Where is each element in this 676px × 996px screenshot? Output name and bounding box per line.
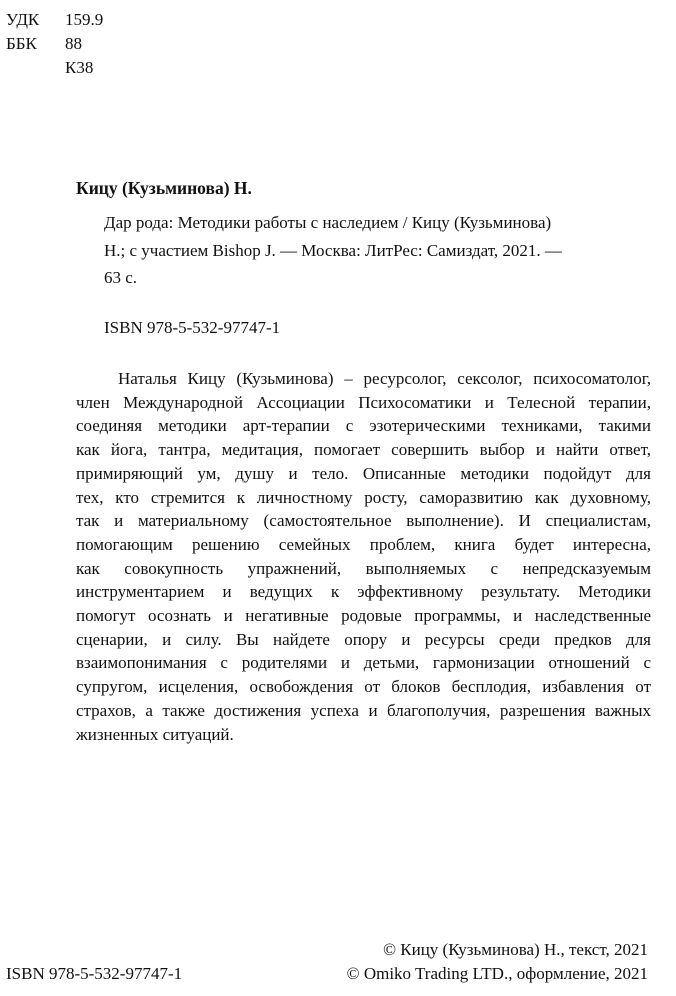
annotation-line: взаимопонимания с родителями и детьми, гармонизации отношений с [76,653,651,673]
annotation-line: супругом, исцеления, освобождения от блоков бесплодия, избавления от [76,677,651,697]
isbn-main: ISBN 978-5-532-97747-1 [104,318,281,337]
author-mark: К38 [65,58,94,77]
annotation-line: страхов, а также достижения успеха и благополучия, разрешения важных [76,700,651,720]
annotation-line: инструментарием и ведущих к эффективному результату. Методики [76,582,651,602]
udk-value: 159.9 [65,10,104,29]
udk-label: УДК [6,10,40,29]
annotation-line: примиряющий ум, душу и тело. Описанные методики подойдут для [76,463,651,483]
description-line: Дар рода: Методики работы с наследием / Кицу (Кузьминова) [104,213,552,232]
annotation-line: сценарии, и силу. Вы найдете опору и ресурсы среди предков для [76,629,651,649]
annotation-line: как совокупность упражнений, выполняемых с непредсказуемым [76,558,651,578]
isbn-footer: ISBN 978-5-532-97747-1 [6,964,183,983]
annotation [76,367,651,746]
bbk-value: 88 [65,34,82,53]
author-heading: Кицу (Кузьминова) Н. [76,178,252,198]
annotation-line: Наталья Кицу (Кузьминова) – ресурсолог, сексолог, психосоматолог, [118,369,651,388]
annotation-line: жизненных ситуаций. [76,724,234,744]
copyright-design: © Omiko Trading LTD., оформление, 2021 [346,964,648,983]
annotation-line: помогающим решению семейных проблем, книга будет интересна, [76,534,651,554]
annotation-line: так и материальному (самостоятельное выполнение). И специалистам, [76,511,651,531]
annotation-line: как йога, тантра, медитация, помогает совершить выбор и найти ответ, [76,440,651,460]
description-line: Н.; с участием Bishop J. — Москва: ЛитРес: Самиздат, 2021. — [104,241,562,260]
description-line: 63 с. [104,268,138,287]
bbk-label: ББК [6,34,37,53]
copyright-text: © Кицу (Кузьминова) Н., текст, 2021 [383,940,648,959]
annotation-line: помогут осознать и негативные родовые программы, и наследственные [76,606,651,626]
annotation-line: соединяя методики арт-терапии с эзотерическими техниками, такими [76,416,651,436]
annotation-line: член Международной Ассоциации Психосоматики и Телесной терапии, [76,392,651,412]
annotation-line: тех, кто стремится к личностному росту, саморазвитию как духовному, [76,487,651,507]
